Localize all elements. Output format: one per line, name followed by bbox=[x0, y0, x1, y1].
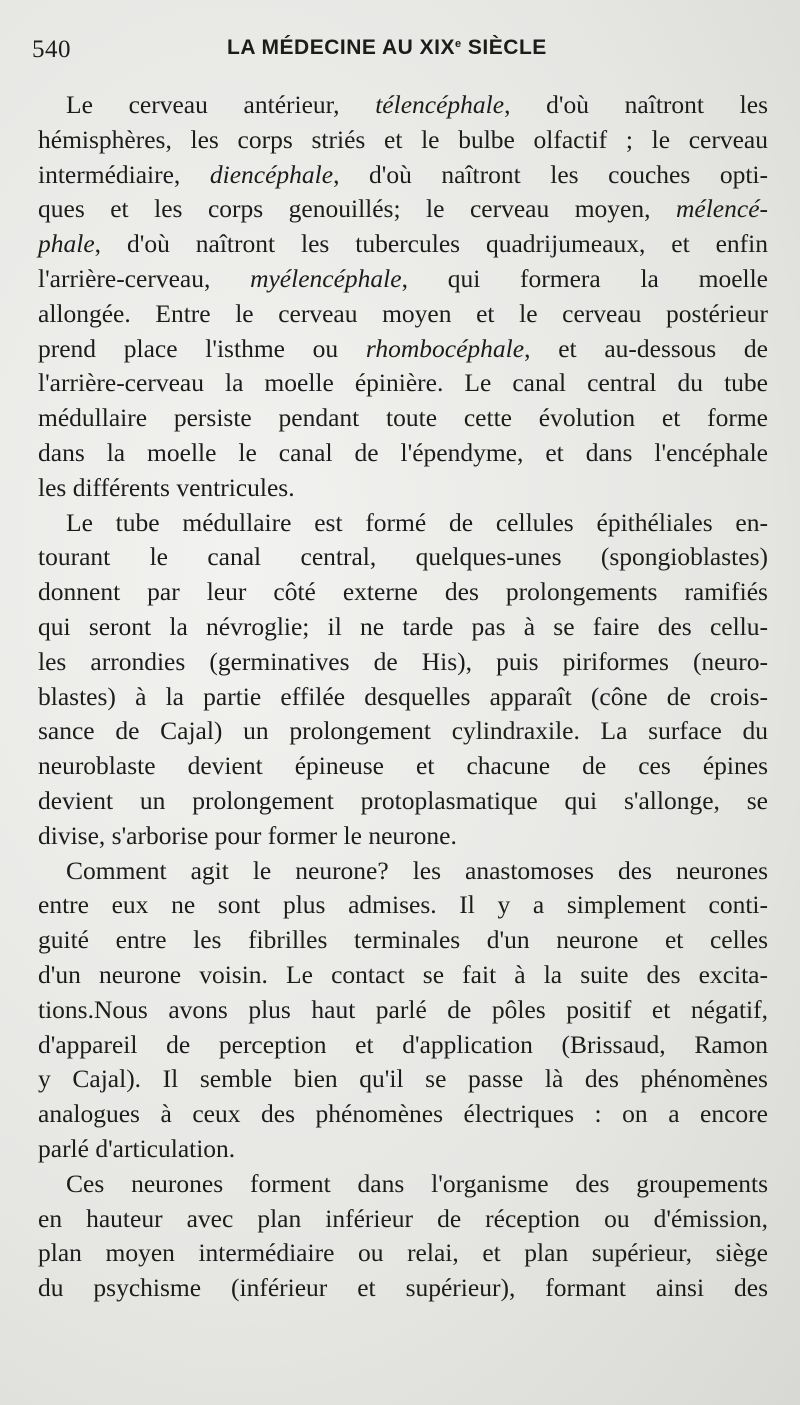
text-segment: sance de Cajal) un prolongement cylindraxile. La surface du bbox=[38, 716, 768, 746]
text-line bbox=[38, 854, 768, 889]
italic-term: diencéphale bbox=[209, 159, 334, 189]
text-line bbox=[38, 1271, 768, 1306]
paragraph bbox=[38, 1167, 768, 1306]
text-line bbox=[38, 1097, 768, 1132]
text-segment: Le cerveau antérieur, bbox=[66, 90, 376, 119]
text-segment: les arrondies (germinatives de His), puis piriformes (neuro- bbox=[38, 646, 768, 676]
text-segment: intermédiaire, bbox=[38, 159, 210, 189]
text-segment: guité entre les fibrilles terminales d'un neurone et celles bbox=[38, 925, 768, 955]
text-line bbox=[38, 680, 768, 715]
text-line bbox=[38, 88, 768, 123]
text-line bbox=[38, 575, 768, 610]
text-segment: l'arrière-cerveau, bbox=[38, 263, 251, 293]
text-line bbox=[38, 1132, 768, 1167]
text-segment: , et au-dessous de bbox=[524, 333, 769, 363]
text-segment: , d'où naîtront les tubercules quadrijumeaux, et enfin bbox=[94, 229, 768, 259]
text-line bbox=[38, 366, 768, 401]
page-header bbox=[32, 28, 770, 68]
text-line bbox=[38, 888, 768, 923]
text-line bbox=[38, 1236, 768, 1271]
text-segment: prend place l'isthme ou bbox=[38, 333, 366, 363]
running-title-superscript: e bbox=[454, 38, 462, 50]
text-segment: Comment agit le neurone? les anastomoses des neurones bbox=[66, 855, 768, 885]
text-segment: neuroblaste devient épineuse et chacune de ces épines bbox=[38, 751, 768, 781]
text-segment: entre eux ne sont plus admises. Il y a simplement conti- bbox=[38, 890, 768, 920]
text-line bbox=[38, 436, 768, 471]
text-line bbox=[38, 645, 768, 680]
text-segment: médullaire persiste pendant toute cette évolution et forme bbox=[38, 403, 768, 433]
text-line bbox=[38, 749, 768, 784]
text-line bbox=[38, 993, 768, 1028]
text-line bbox=[38, 923, 768, 958]
text-segment: d'un neurone voisin. Le contact se fait à la suite des excita- bbox=[38, 959, 768, 989]
text-line bbox=[38, 1062, 768, 1097]
text-line bbox=[38, 158, 768, 193]
text-line bbox=[38, 1167, 768, 1202]
italic-term: phale bbox=[38, 229, 95, 259]
text-line bbox=[38, 1028, 768, 1063]
text-segment: en hauteur avec plan inférieur de réception ou d'émission, bbox=[38, 1203, 768, 1233]
text-segment: , d'où naîtront les couches opti- bbox=[333, 159, 768, 189]
text-segment: donnent par leur côté externe des prolongements ramifiés bbox=[38, 577, 768, 607]
text-segment: dans la moelle le canal de l'épendyme, et dans l'encéphale bbox=[38, 437, 768, 467]
text-segment: hémisphères, les corps striés et le bulbe olfactif ; le cerveau bbox=[38, 124, 768, 154]
italic-term: myélencéphale bbox=[250, 263, 402, 293]
text-segment: qui seront la névroglie; il ne tarde pas à se faire des cellu- bbox=[38, 611, 768, 641]
text-line bbox=[38, 297, 768, 332]
text-line bbox=[38, 506, 768, 541]
text-line bbox=[38, 540, 768, 575]
text-segment: ques et les corps genouillés; le cerveau moyen, bbox=[38, 194, 676, 224]
text-line bbox=[38, 227, 768, 262]
text-line bbox=[38, 192, 768, 227]
text-segment: Ces neurones forment dans l'organisme des groupements bbox=[66, 1168, 768, 1198]
text-line bbox=[38, 784, 768, 819]
paragraph bbox=[38, 854, 768, 1167]
text-line bbox=[38, 1202, 768, 1237]
paragraph bbox=[38, 88, 768, 506]
text-line bbox=[38, 714, 768, 749]
text-line bbox=[38, 610, 768, 645]
text-segment: , qui formera la moelle bbox=[401, 263, 769, 293]
text-segment: blastes) à la partie effilée desquelles apparaît (cône de crois- bbox=[38, 681, 768, 711]
running-title-end: SIÈCLE bbox=[461, 36, 547, 59]
text-segment: analogues à ceux des phénomènes électriques : on a encore bbox=[38, 1099, 768, 1129]
text-segment: plan moyen intermédiaire ou relai, et plan supérieur, siège bbox=[38, 1238, 768, 1268]
text-line bbox=[38, 262, 768, 297]
running-title bbox=[227, 36, 547, 60]
running-title-text: LA MÉDECINE AU XIX bbox=[227, 36, 455, 59]
italic-term: mélencé- bbox=[675, 194, 768, 224]
text-segment: tourant le canal central, quelques-unes (spongioblastes) bbox=[38, 542, 768, 572]
text-line bbox=[38, 401, 768, 436]
paragraph bbox=[38, 506, 768, 854]
text-segment: Le tube médullaire est formé de cellules épithéliales en- bbox=[66, 507, 768, 537]
text-segment: y Cajal). Il semble bien qu'il se passe là des phénomènes bbox=[38, 1064, 768, 1094]
text-segment: divise, s'arborise pour former le neurone. bbox=[38, 820, 457, 850]
text-line bbox=[38, 471, 768, 506]
italic-term: télencéphale bbox=[375, 90, 505, 119]
text-line bbox=[38, 958, 768, 993]
text-segment: , d'où naîtront les bbox=[504, 90, 768, 119]
body-text bbox=[38, 88, 768, 1306]
italic-term: rhombocéphale bbox=[365, 333, 525, 363]
text-segment: tions.Nous avons plus haut parlé de pôles positif et négatif, bbox=[38, 994, 768, 1024]
text-segment: les différents ventricules. bbox=[38, 472, 295, 502]
text-line bbox=[38, 332, 768, 367]
text-segment: parlé d'articulation. bbox=[38, 1133, 236, 1163]
text-line bbox=[38, 819, 768, 854]
text-line bbox=[38, 123, 768, 158]
text-segment: l'arrière-cerveau la moelle épinière. Le canal central du tube bbox=[38, 368, 768, 398]
text-segment: devient un prolongement protoplasmatique qui s'allonge, se bbox=[38, 785, 768, 815]
text-segment: allongée. Entre le cerveau moyen et le cerveau postérieur bbox=[38, 298, 768, 328]
text-segment: d'appareil de perception et d'application (Brissaud, Ramon bbox=[38, 1029, 768, 1059]
page-number: 540 bbox=[32, 36, 71, 63]
text-segment: du psychisme (inférieur et supérieur), formant ainsi des bbox=[38, 1273, 768, 1303]
